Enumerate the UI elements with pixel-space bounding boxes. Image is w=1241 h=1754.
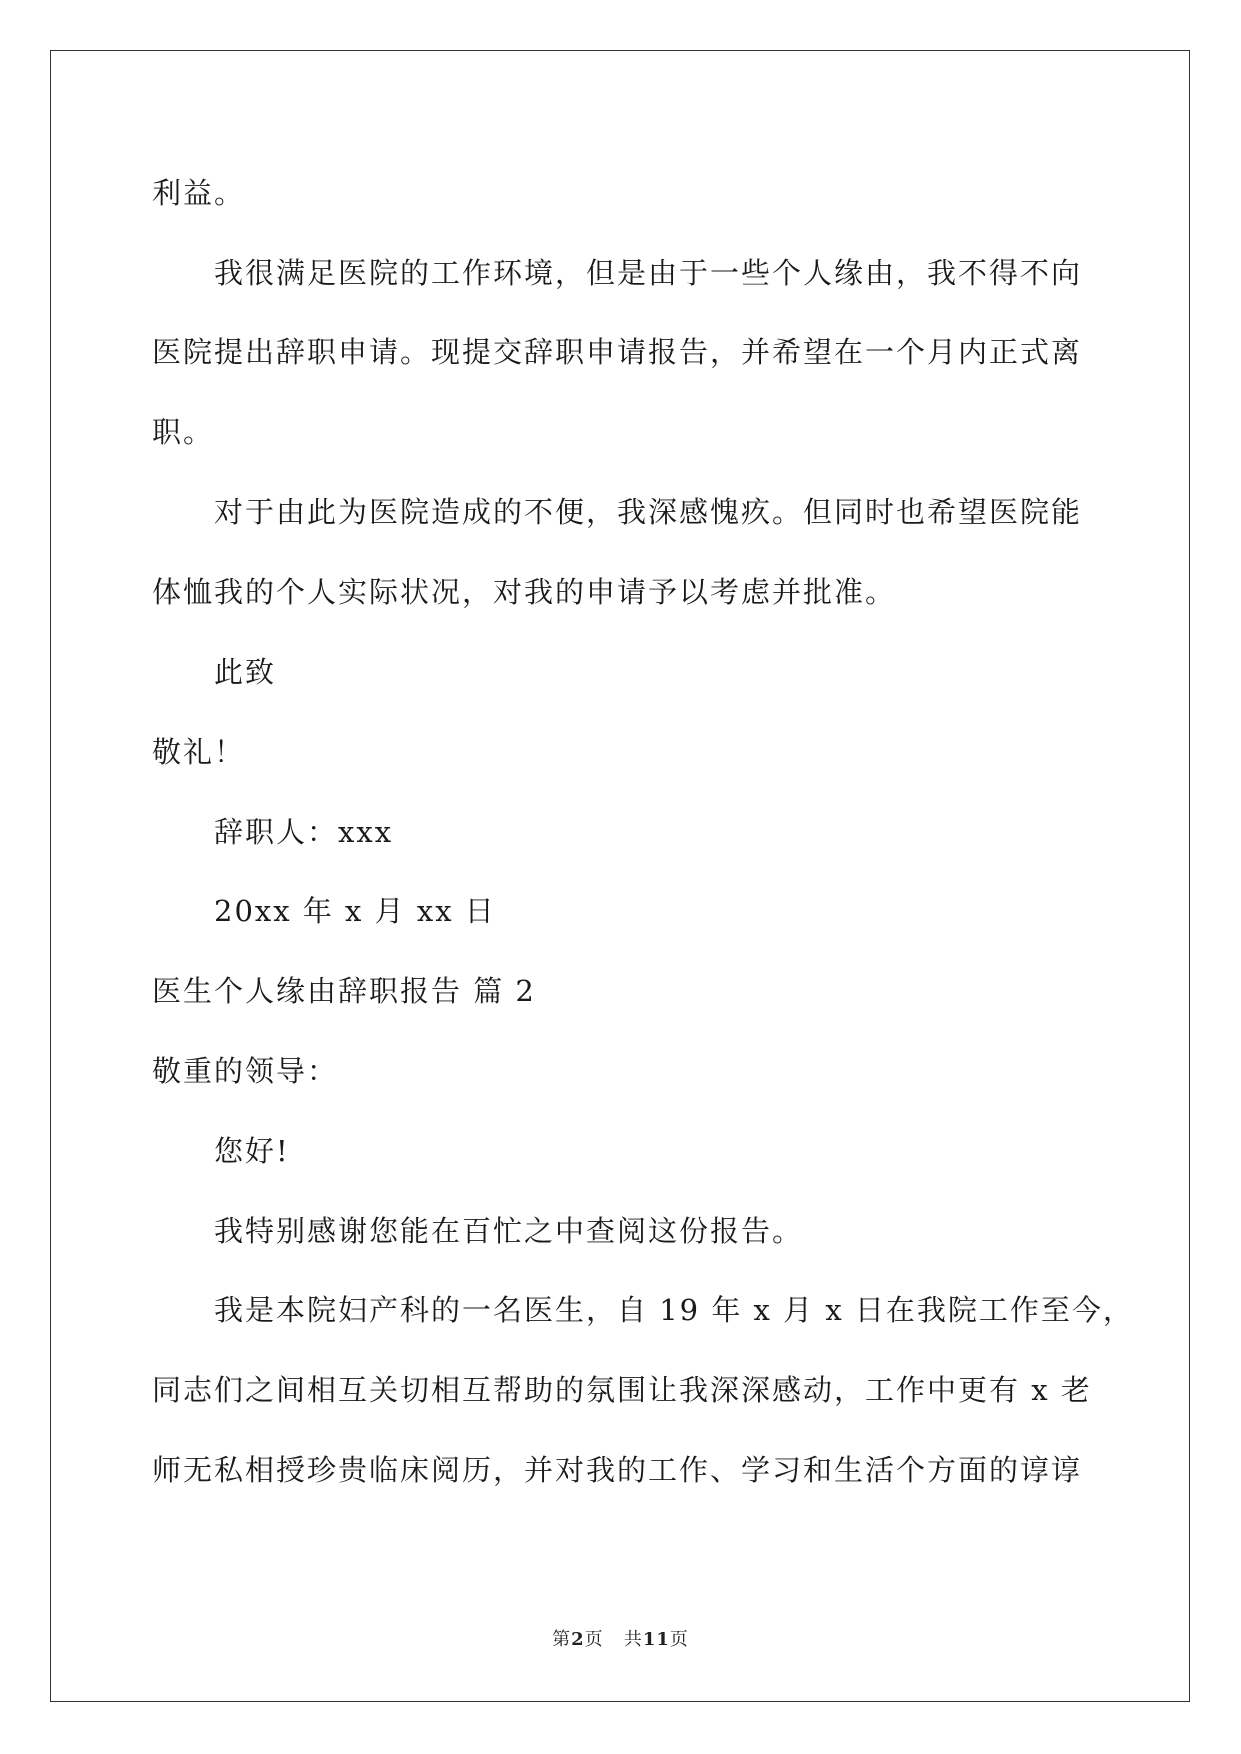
closing-salutation: 此致 [214, 655, 277, 689]
text-line: 利益。 [152, 176, 246, 210]
text-line: 同志们之间相互关切相互帮助的氛围让我深深感动，工作中更有 x 老 [152, 1373, 1092, 1407]
footer-page-suffix: 页 [584, 1629, 604, 1650]
text-line: 医院提出辞职申请。现提交辞职申请报告，并希望在一个月内正式离 [152, 335, 1083, 369]
section-heading: 医生个人缘由辞职报告 篇 2 [152, 974, 536, 1008]
text-line: 体恤我的个人实际状况，对我的申请予以考虑并批准。 [152, 575, 897, 609]
text-line: 我是本院妇产科的一名医生，自 19 年 x 月 x 日在我院工作至今， [214, 1293, 1134, 1327]
date-line: 20xx 年 x 月 xx 日 [214, 894, 496, 928]
greeting-hello: 您好! [214, 1134, 290, 1168]
footer-total-pages: 11 [642, 1629, 670, 1650]
closing-regards: 敬礼！ [152, 735, 246, 769]
text-line: 职。 [152, 415, 215, 449]
text-line: 我很满足医院的工作环境，但是由于一些个人缘由，我不得不向 [214, 256, 1083, 290]
signature-line: 辞职人：xxx [214, 815, 394, 849]
greeting-line: 敬重的领导： [152, 1054, 339, 1088]
text-line: 师无私相授珍贵临床阅历，并对我的工作、学习和生活个方面的谆谆 [152, 1453, 1083, 1487]
footer-total-suffix: 页 [669, 1629, 689, 1650]
footer-prefix: 第 [552, 1629, 572, 1650]
footer-total-prefix: 共 [623, 1629, 643, 1650]
page-footer [0, 1628, 1241, 1652]
footer-page-number: 2 [571, 1629, 585, 1650]
text-line: 我特别感谢您能在百忙之中查阅这份报告。 [214, 1214, 804, 1248]
text-line: 对于由此为医院造成的不便，我深感愧疚。但同时也希望医院能 [214, 495, 1083, 529]
